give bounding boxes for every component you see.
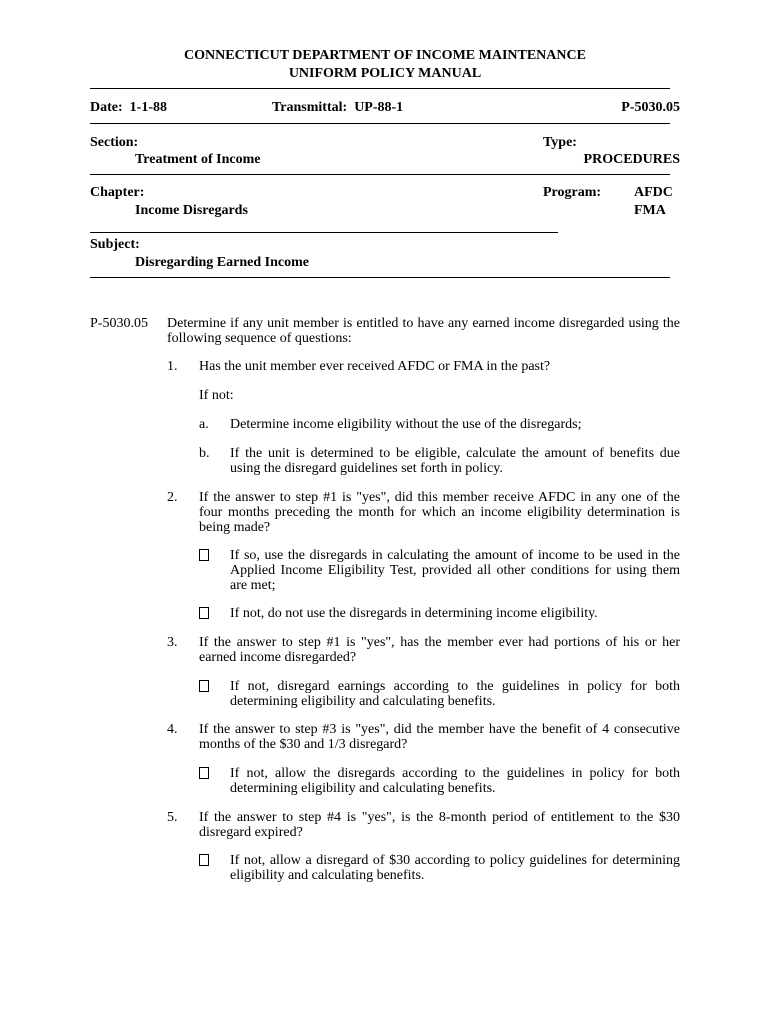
date-value: 1-1-88 [129, 100, 167, 115]
step-4-text: If the answer to step #3 is "yes", did the member have the benefit of 4 consecutive months of the $30 and 1/3 disregard? [199, 722, 680, 752]
step-1-sub-a-label: a. [199, 417, 209, 432]
header-rule-5 [90, 277, 670, 278]
step-1-sub-b-label: b. [199, 446, 210, 461]
step-2-bullet-2: If not, do not use the disregards in determining income eligibility. [230, 606, 598, 621]
step-3-bullet-1: If not, disregard earnings according to the guidelines in policy for both determining eligibility and calculating benefits. [230, 679, 680, 709]
step-2-bullet-1: If so, use the disregards in calculating the amount of income to be used in the Applied Income Eligibility Test, provided all other conditions for using them are met; [230, 548, 680, 593]
type-label: Type: [543, 135, 577, 150]
program-value-afdc: AFDC [634, 185, 673, 200]
step-1-sub-a-text: Determine income eligibility without the use of the disregards; [230, 417, 582, 432]
bullet-box-icon [199, 607, 209, 619]
department-title: CONNECTICUT DEPARTMENT OF INCOME MAINTENANCE [184, 48, 586, 63]
step-1-if-not: If not: [199, 388, 234, 403]
step-2-text: If the answer to step #1 is "yes", did this member receive AFDC in any one of the four months preceding the month for which an income eligibility determination is being made? [199, 490, 680, 535]
subject-value: Disregarding Earned Income [135, 255, 309, 270]
step-3-number: 3. [167, 635, 178, 650]
header-rule-1 [90, 88, 670, 89]
program-value-fma: FMA [634, 203, 666, 218]
bullet-box-icon [199, 549, 209, 561]
type-value: PROCEDURES [583, 152, 680, 167]
header-rule-3 [90, 174, 670, 175]
section-ref: P-5030.05 [90, 316, 148, 331]
section-label: Section: [90, 135, 139, 150]
intro-paragraph: Determine if any unit member is entitled to have any earned income disregarded using the following sequence of questions: [167, 316, 680, 346]
bullet-box-icon [199, 767, 209, 779]
chapter-value: Income Disregards [135, 203, 248, 218]
date-label: Date: [90, 100, 123, 115]
program-label: Program: [543, 185, 602, 200]
step-5-number: 5. [167, 810, 178, 825]
date-field [90, 100, 167, 115]
transmittal-value: UP-88-1 [354, 100, 404, 115]
step-5-text: If the answer to step #4 is "yes", is the 8-month period of entitlement to the $30 disregard expired? [199, 810, 680, 840]
step-1-sub-b-text: If the unit is determined to be eligible, calculate the amount of benefits due using the disregard guidelines set forth in policy. [230, 446, 680, 476]
transmittal-field [272, 100, 403, 115]
step-1-text: Has the unit member ever received AFDC or FMA in the past? [199, 359, 551, 374]
bullet-box-icon [199, 680, 209, 692]
step-3-text: If the answer to step #1 is "yes", has the member ever had portions of his or her earned income disregarded? [199, 635, 680, 665]
chapter-label: Chapter: [90, 185, 145, 200]
bullet-box-icon [199, 854, 209, 866]
manual-title: UNIFORM POLICY MANUAL [288, 66, 482, 81]
subject-label: Subject: [90, 237, 140, 252]
step-5-bullet-1: If not, allow a disregard of $30 according to policy guidelines for determining eligibility and calculating benefits. [230, 853, 680, 883]
policy-number: P-5030.05 [621, 100, 680, 115]
header-rule-4 [90, 232, 558, 233]
step-4-number: 4. [167, 722, 178, 737]
header-rule-2 [90, 123, 670, 124]
transmittal-label: Transmittal: [272, 100, 348, 115]
section-value: Treatment of Income [135, 152, 261, 167]
step-4-bullet-1: If not, allow the disregards according to the guidelines in policy for both determining eligibility and calculating benefits. [230, 766, 680, 796]
step-1-number: 1. [167, 359, 178, 374]
step-2-number: 2. [167, 490, 178, 505]
